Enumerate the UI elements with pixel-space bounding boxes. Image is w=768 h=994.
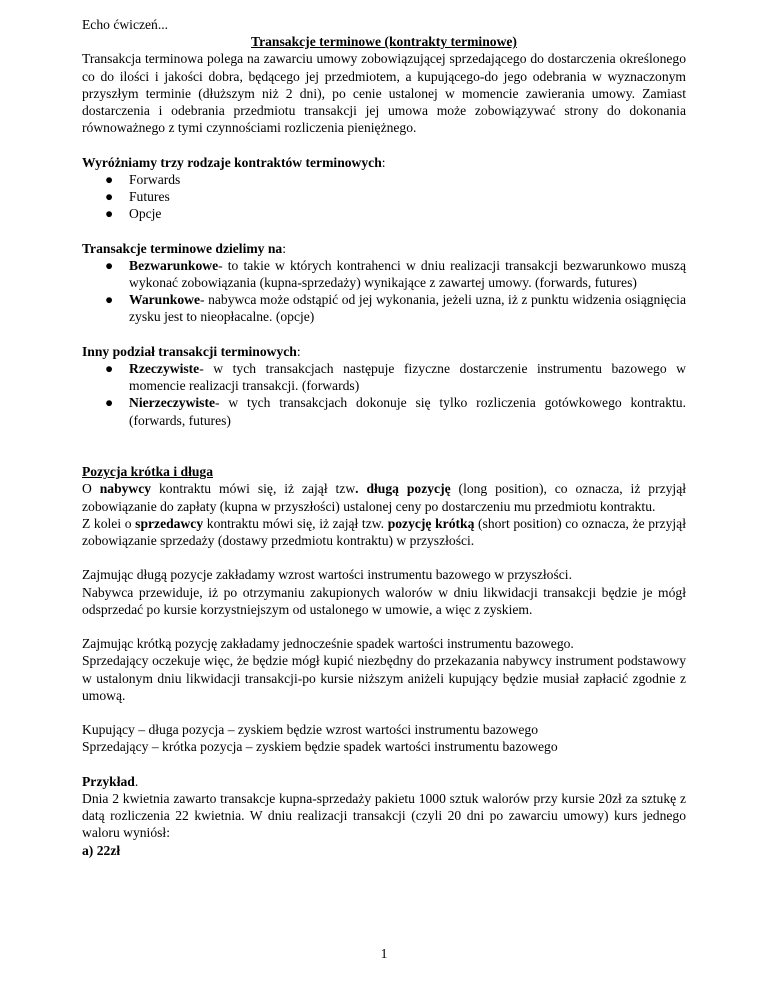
long-assumption-detail: Nabywca przewiduje, iż po otrzymaniu zakupionych walorów w dniu likwidacji transakcji będzie je mógł odsprzedać po kursie korzystniejszym od ustalonego w umowie, a więc z zyskiem. — [82, 584, 686, 617]
example-heading: Przykład. — [82, 773, 139, 789]
list-item: ● Opcje — [105, 206, 162, 222]
list-item: ● Bezwarunkowe- to takie w których kontrahenci w dniu realizacji transakcji bezwarunkowo muszą wykonać zobowiązania (kupna-sprzedaży) wynikające z zawartej umowy. (forwards, futures) — [105, 257, 686, 291]
long-position-paragraph: O nabywcy kontraktu mówi się, iż zajął tzw. długą pozycję (long position), co oznacza, iż przyjął zobowiązanie do zapłaty (kupna w przyszłości) ustalonej ceny po dostarczeniu mu przedmiotu kontraktu. — [82, 481, 687, 514]
division1-list — [82, 257, 686, 326]
bullet-icon: ● — [105, 361, 114, 377]
document-page — [82, 16, 686, 859]
types-heading: Wyróżniamy trzy rodzaje kontraktów terminowych: — [82, 154, 386, 170]
intro-line: Echo ćwiczeń... — [82, 17, 169, 32]
list-item: ● Futures — [105, 189, 170, 205]
short-assumption-detail: Sprzedający oczekuje więc, że będzie mógł kupić niezbędny do przekazania nabywcy instrument podstawowy w ustalonym dniu likwidacji transakcji-po kursie niższym aniżeli kupujący będzie musiał zapłacić zgodnie z umową. — [82, 653, 686, 703]
example-case-a: a) 22zł — [82, 842, 121, 858]
summary-buyer: Kupujący – długa pozycja – zyskiem będzie wzrost wartości instrumentu bazowego — [82, 722, 539, 738]
list-item: ● Forwards — [105, 171, 181, 187]
summary-seller: Sprzedający – krótka pozycja – zyskiem będzie spadek wartości instrumentu bazowego — [82, 739, 558, 755]
list-item: ● Nierzeczywiste- w tych transakcjach dokonuje się tylko rozliczenia gotówkowego kontraktu. (forwards, futures) — [105, 395, 686, 428]
short-position-paragraph: Z kolei o sprzedawcy kontraktu mówi się, iż zajął tzw. pozycję krótką (short position) co oznacza, że przyjął zobowiązanie sprzedaży (dostawy przedmiotu kontraktu) w przyszłości. — [82, 515, 686, 549]
types-list — [82, 171, 686, 223]
bullet-icon: ● — [105, 171, 114, 187]
short-assumption-line: Zajmując krótką pozycję zakładamy jednocześnie spadek wartości instrumentu bazowego. — [82, 636, 574, 652]
page-number: 1 — [380, 946, 388, 961]
bullet-icon: ● — [105, 395, 114, 411]
bullet-icon: ● — [105, 189, 114, 205]
document-title: Transakcje terminowe (kontrakty terminowe) — [251, 34, 517, 50]
bullet-icon: ● — [105, 257, 114, 273]
division2-heading: Inny podział transakcji terminowych: — [82, 343, 301, 359]
list-item: ● Rzeczywiste- w tych transakcjach następuje fizyczne dostarczenie instrumentu bazowego w momencie realizacji transakcji. (forwards) — [105, 361, 686, 394]
bullet-icon: ● — [105, 206, 114, 222]
division2-list — [82, 360, 686, 429]
bullet-icon: ● — [105, 292, 114, 308]
positions-heading: Pozycja krótka i długa — [82, 464, 214, 480]
definition-paragraph: Transakcja terminowa polega na zawarciu umowy zobowiązującej sprzedającego do dostarczenia określonego co do ilości i jakości dobra, będącego jej przedmiotem, a kupującego-do jego odebrania w wyznaczonym przyszłym terminie (dłuższym niż 2 dni), po cenie ustalonej w momencie zawierania umowy. Zamiast dostarczenia i odebrania przedmiotu transakcji jej umowa może zobowiązywać strony do dokonania równoważnego z tymi czynnościami rozliczenia pieniężnego. — [82, 51, 686, 136]
long-assumption-line: Zajmując długą pozycje zakładamy wzrost wartości instrumentu bazowego w przyszłości. — [82, 567, 572, 583]
division1-heading: Transakcje terminowe dzielimy na: — [82, 240, 287, 256]
example-paragraph: Dnia 2 kwietnia zawarto transakcje kupna-sprzedaży pakietu 1000 sztuk walorów przy kursie 20zł za sztukę z datą rozliczenia 22 kwietnia. W dniu realizacji transakcji (czyli 20 dni po zawarciu umowy) kurs jednego waloru wyniósł: — [82, 791, 686, 841]
list-item: ● Warunkowe- nabywca może odstąpić od jej wykonania, jeżeli uzna, iż z punktu widzenia osiągnięcia zysku jest to nieopłacalne. (opcje) — [105, 292, 686, 325]
